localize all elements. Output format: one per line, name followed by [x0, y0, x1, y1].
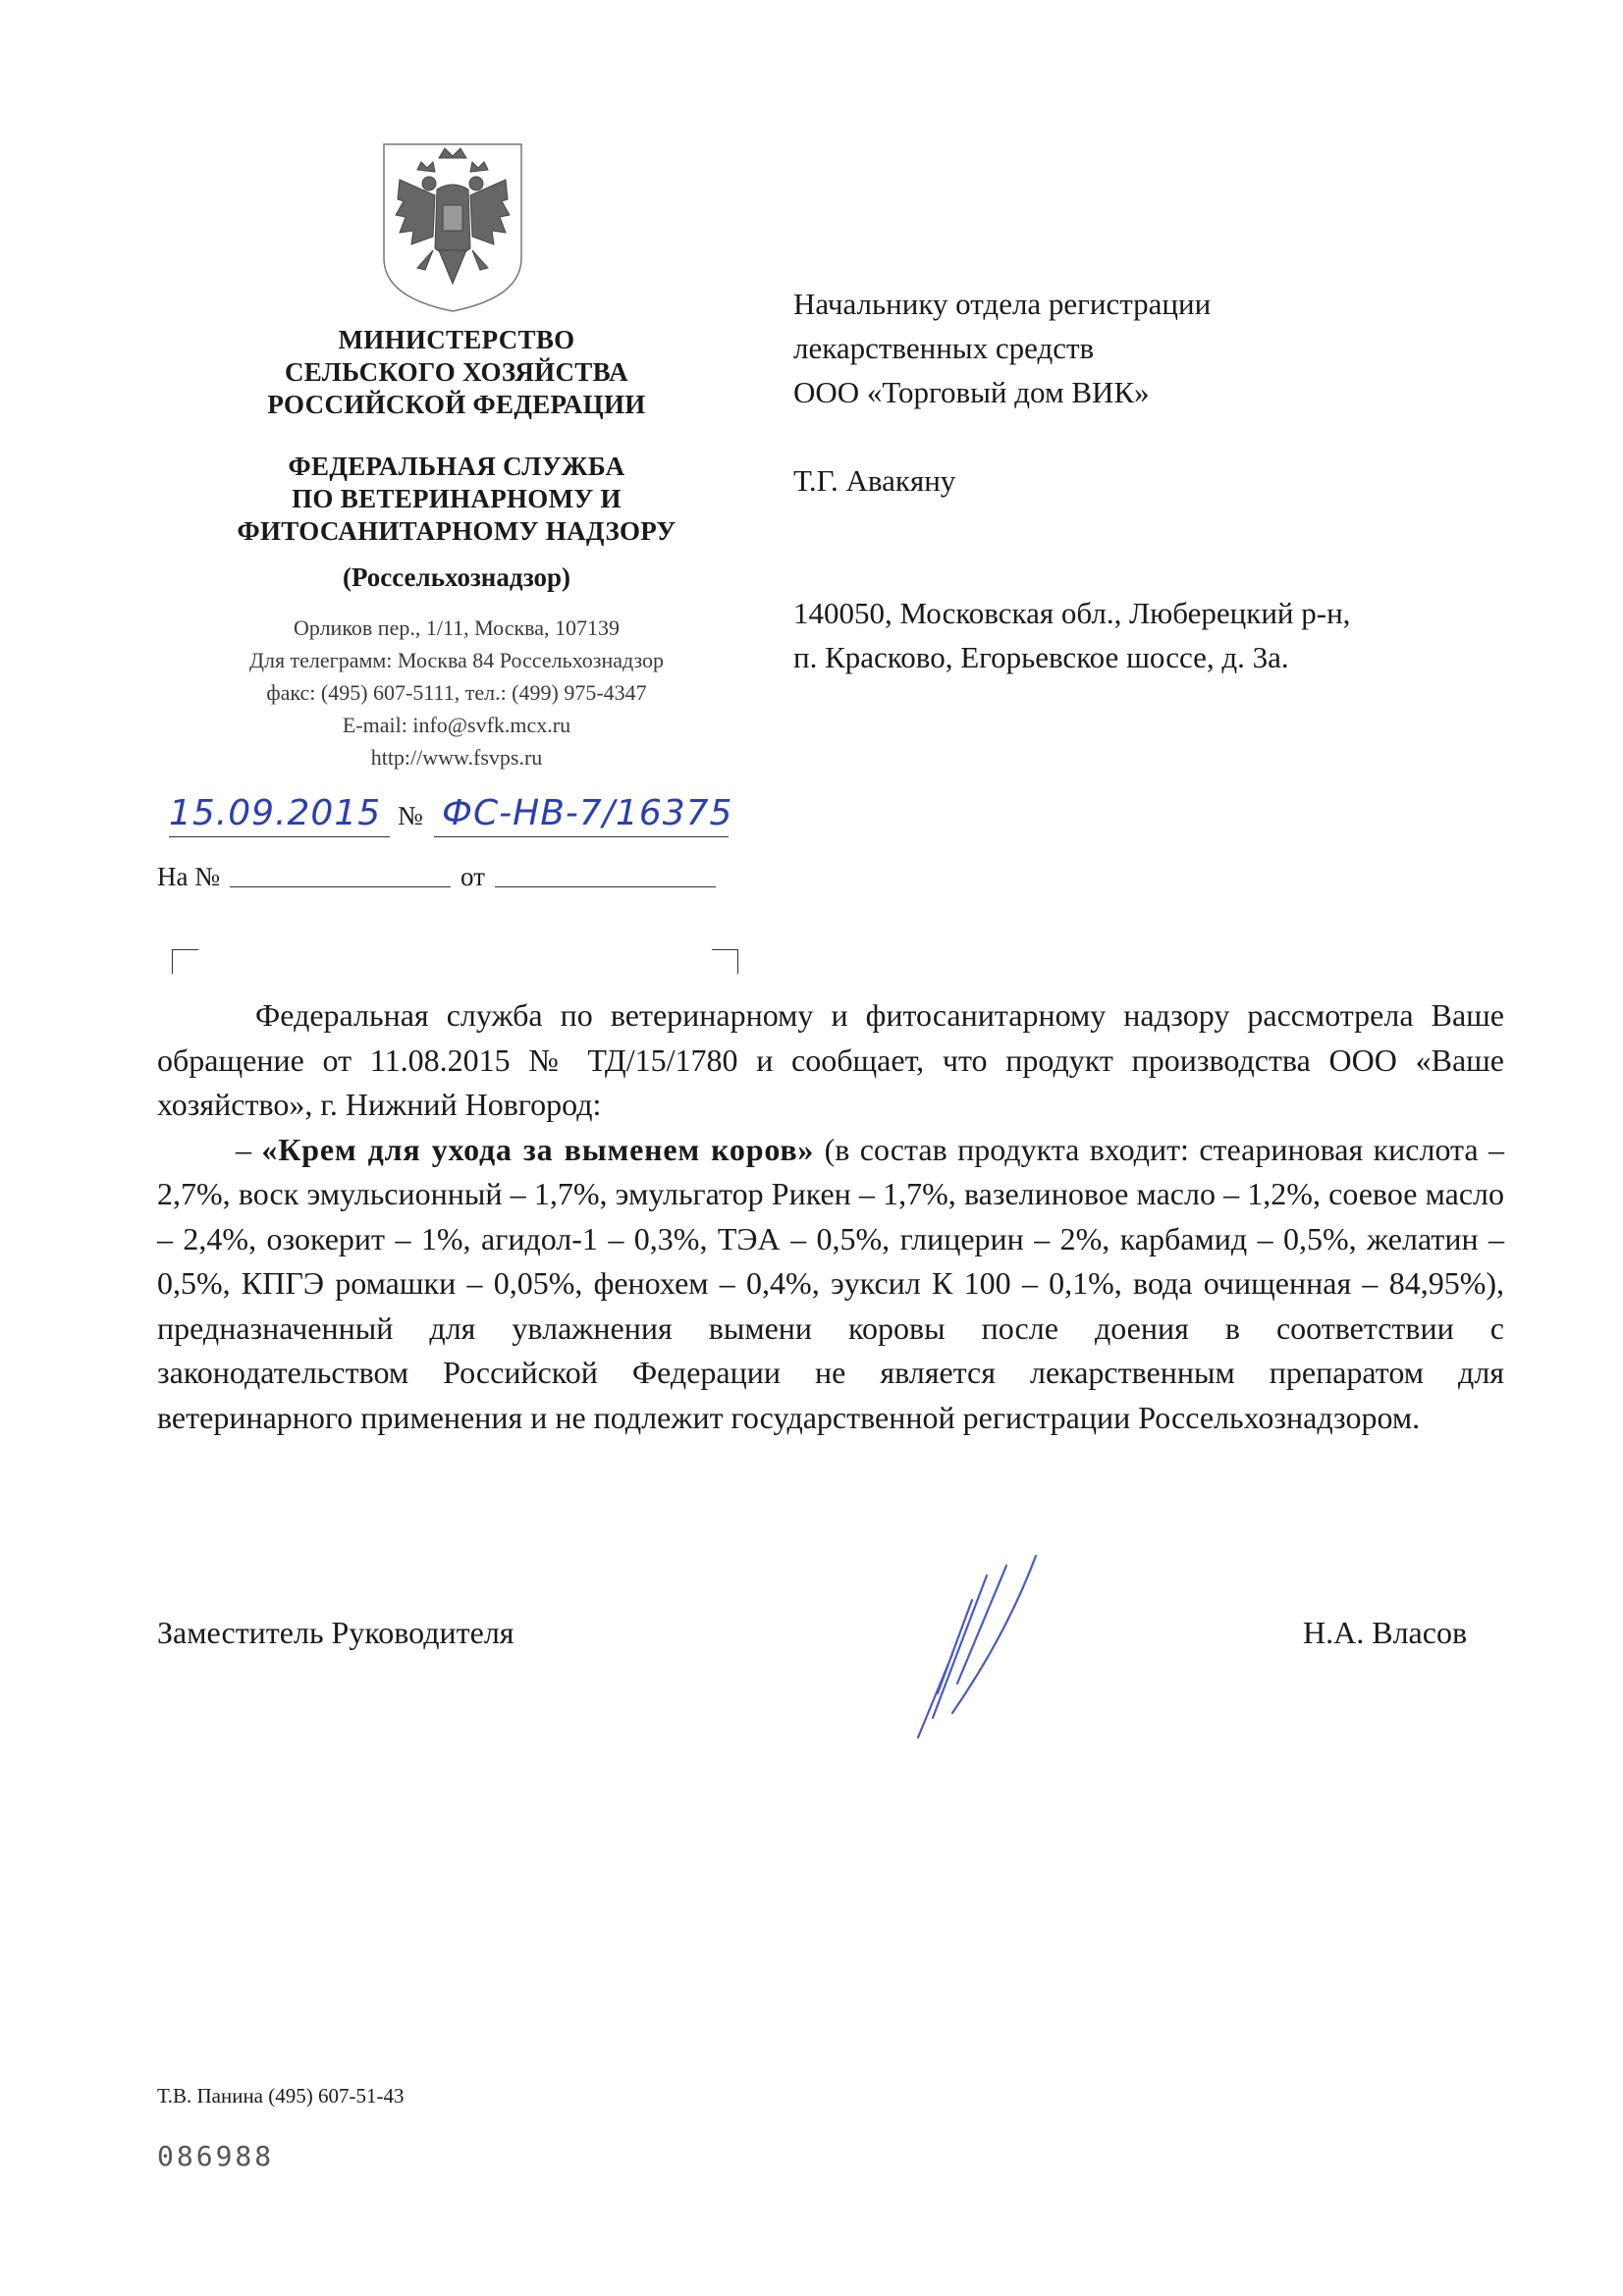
contact-email: E-mail: info@svfk.mcx.ru: [342, 713, 571, 737]
letterhead: [137, 324, 776, 774]
body-paragraph-product: [157, 1128, 1504, 1441]
address-line: п. Красково, Егорьевское шоссе, д. 3а.: [793, 640, 1289, 674]
corner-mark-right: [712, 949, 738, 974]
service-line: ФЕДЕРАЛЬНАЯ СЛУЖБА: [288, 452, 625, 481]
ministry-line: СЕЛЬСКОГО ХОЗЯЙСТВА: [285, 357, 628, 387]
addressee-name: Т.Г. Авакяну: [793, 463, 956, 498]
contact-phone: факс: (495) 607-5111, тел.: (499) 975-4347: [266, 680, 647, 705]
bullet-dash: –: [236, 1131, 251, 1167]
service-abbreviation: (Россельхознадзор): [342, 562, 571, 592]
registration-line: [169, 793, 797, 840]
corner-mark-left: [172, 949, 198, 974]
ministry-line: РОССИЙСКОЙ ФЕДЕРАЦИИ: [267, 390, 646, 419]
addressee-line: ООО «Торговый дом ВИК»: [793, 375, 1150, 409]
number-sign: №: [398, 801, 423, 830]
reference-date-blank: [495, 886, 716, 887]
registration-number: ФС-НВ-7/16375: [442, 793, 733, 833]
letter-body: [157, 993, 1504, 1440]
addressee-block: [793, 282, 1540, 679]
product-name: «Крем для ухода за выменем коров»: [261, 1131, 815, 1167]
reference-number-blank: [230, 886, 451, 887]
date-underline: [169, 836, 390, 837]
executor-contact: Т.В. Панина (495) 607-51-43: [157, 2084, 405, 2108]
registration-date: 15.09.2015: [169, 793, 382, 833]
coat-of-arms-icon: [378, 140, 527, 315]
reference-line: [157, 862, 726, 892]
service-line: ФИТОСАНИТАРНОМУ НАДЗОРУ: [237, 516, 676, 546]
service-line: ПО ВЕТЕРИНАРНОМУ И: [292, 484, 622, 513]
body-paragraph: Федеральная служба по ветеринарному и фитосанитарному надзору рассмотрела Ваше обращение от 11.08.2015 № ТД/15/1780 и сообщает, что продукт производства ООО «Ваше хозяйство», г. Нижний Новгород:: [157, 997, 1504, 1122]
signatory-name: Н.А. Власов: [1303, 1615, 1468, 1650]
service-name: [137, 451, 776, 548]
addressee-line: лекарственных средств: [793, 331, 1095, 365]
reference-prefix: На №: [157, 862, 220, 891]
addressee-address: [793, 591, 1540, 679]
ministry-line: МИНИСТЕРСТВО: [338, 325, 575, 354]
form-serial-number: 086988: [157, 2140, 275, 2172]
handwritten-signature-icon: [898, 1546, 1065, 1752]
number-underline: [434, 836, 729, 837]
contact-info: [137, 612, 776, 774]
ministry-name: [137, 324, 776, 421]
signatory-title: Заместитель Руководителя: [157, 1615, 514, 1650]
contact-telegram: Для телеграмм: Москва 84 Россельхознадзор: [248, 648, 665, 672]
product-description: (в состав продукта входит: стеариновая кислота – 2,7%, воск эмульсионный – 1,7%, эмульгатор Рикен – 1,7%, вазелиновое масло – 1,2%, соевое масло – 2,4%, озокерит – 1%, агидол-1 – 0,3%, ТЭА – 0,5%, глицерин – 2%, карбамид – 0,5%, желатин – 0,5%, КПГЭ ромашки – 0,05%, фенохем – 0,4%, эуксил К 100 – 0,1%, вода очищенная – 84,95%), предназначенный для увлажнения вымени коровы после доения в соответствии с законодательством Российской Федерации не является лекарственным препаратом для ветеринарного применения и не подлежит государственной регистрации Россельхознадзором.: [157, 1131, 1505, 1435]
contact-address: Орликов пер., 1/11, Москва, 107139: [293, 615, 621, 640]
address-line: 140050, Московская обл., Люберецкий р-н,: [793, 596, 1351, 630]
contact-website: http://www.fsvps.ru: [370, 745, 543, 770]
reference-from: от: [460, 862, 485, 891]
addressee-line: Начальнику отдела регистрации: [793, 287, 1212, 321]
